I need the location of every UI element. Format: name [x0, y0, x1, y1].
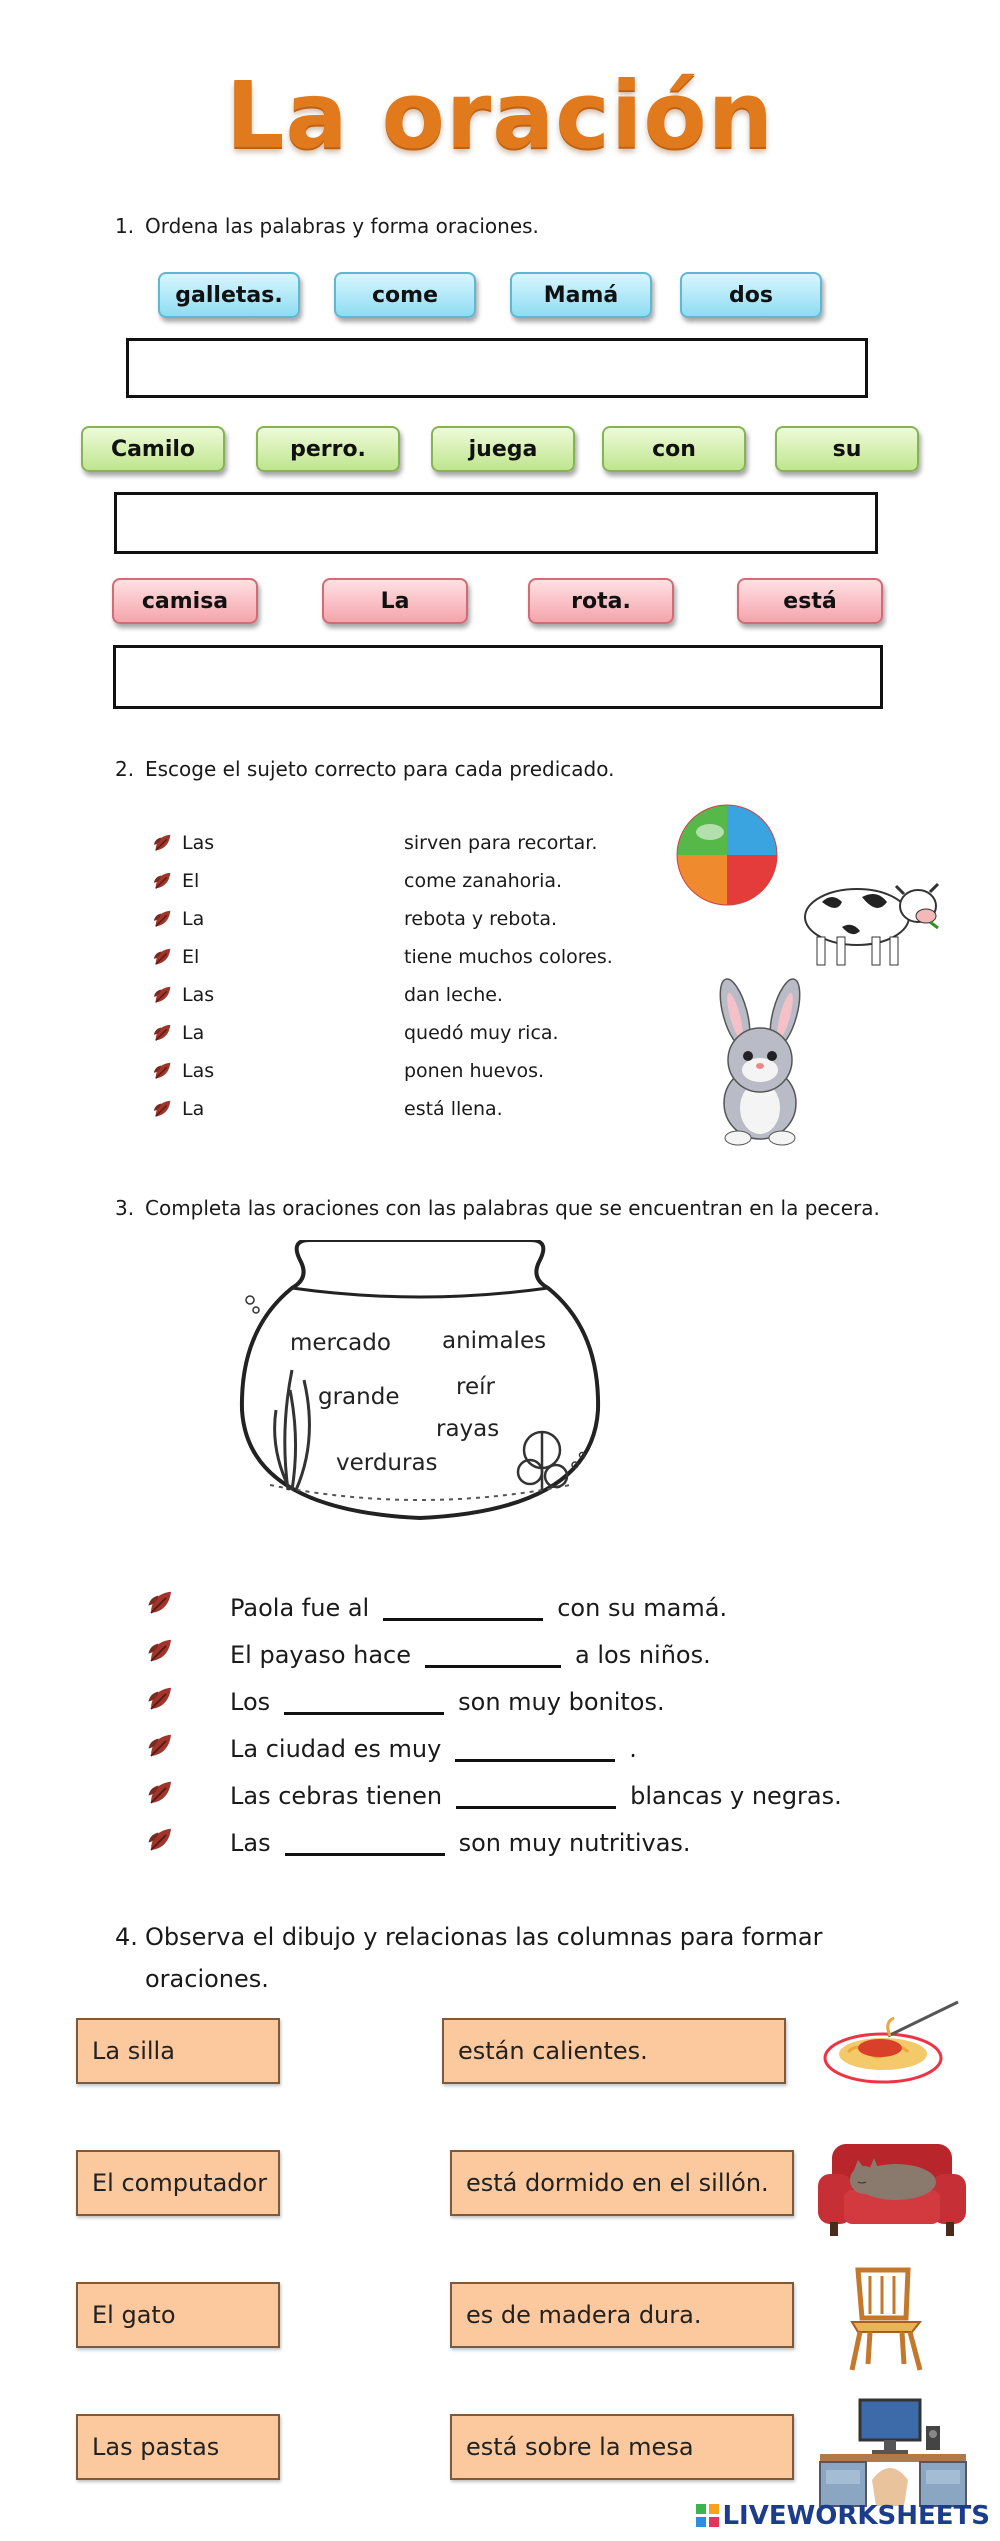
match-left-box[interactable]: El computador	[76, 2150, 280, 2216]
word-tile[interactable]: perro.	[256, 426, 400, 472]
answer-box-2[interactable]	[114, 492, 878, 554]
bowl-word: grande	[318, 1384, 400, 1410]
predicate-text[interactable]: sirven para recortar.	[404, 832, 598, 854]
word-tile[interactable]: está	[737, 578, 883, 624]
subjects-column	[152, 824, 392, 1128]
cat-armchair-image	[812, 2124, 972, 2244]
sentence-line	[230, 1632, 711, 1678]
blank-field[interactable]	[284, 1690, 444, 1715]
section2-instruction	[115, 757, 614, 781]
blank-field[interactable]	[383, 1596, 543, 1621]
liveworksheets-brand: LIVEWORKSHEETS	[722, 2501, 990, 2531]
word-tile[interactable]: Camilo	[81, 426, 225, 472]
bowl-word: animales	[442, 1328, 547, 1354]
word-tile[interactable]: rota.	[528, 578, 674, 624]
subject-text: Las	[182, 1060, 215, 1082]
cow-image	[792, 862, 942, 972]
leaf-bullet-icon	[152, 1060, 174, 1082]
leaf-bullet-icon	[152, 908, 174, 930]
sentence-after: son muy nutritivas.	[458, 1829, 691, 1857]
leaf-bullet-icon	[152, 870, 174, 892]
sentence-after: son muy bonitos.	[458, 1688, 665, 1716]
predicate-text[interactable]: tiene muchos colores.	[404, 946, 613, 968]
subject-text: El	[182, 946, 200, 968]
section4-instruction-line1: Observa el dibujo y relacionas las columnas para formar	[145, 1923, 823, 1951]
section1-instruction-text: Ordena las palabras y forma oraciones.	[145, 214, 539, 238]
subject-row[interactable]	[152, 976, 392, 1014]
pasta-image	[818, 1996, 968, 2096]
predicate-text[interactable]: quedó muy rica.	[404, 1022, 559, 1044]
predicate-text[interactable]: rebota y rebota.	[404, 908, 558, 930]
subject-row[interactable]	[152, 824, 392, 862]
bowl-word: reír	[456, 1374, 495, 1400]
blank-field[interactable]	[456, 1784, 616, 1809]
sentence-after: con su mamá.	[557, 1594, 728, 1622]
subject-text: Las	[182, 984, 215, 1006]
leaf-bullet-icon	[152, 1022, 174, 1044]
sentence-after: blancas y negras.	[630, 1782, 842, 1810]
sentence-before: La ciudad es muy	[230, 1735, 442, 1763]
word-tile[interactable]: come	[334, 272, 476, 318]
leaf-bullet-icon	[146, 1825, 176, 1855]
liveworksheets-logo-icon	[694, 2502, 722, 2530]
match-right-box[interactable]: es de madera dura.	[450, 2282, 794, 2348]
subject-text: La	[182, 908, 205, 930]
word-tile[interactable]: juega	[431, 426, 575, 472]
answer-box-3[interactable]	[113, 645, 883, 709]
leaf-bullet-icon	[146, 1684, 176, 1714]
leaf-bullet-icon	[146, 1636, 176, 1666]
leaf-bullet-icon	[146, 1588, 176, 1618]
leaf-bullet-icon	[152, 832, 174, 854]
sentence-line	[230, 1726, 637, 1772]
word-tile[interactable]: La	[322, 578, 468, 624]
fishbowl-image	[230, 1240, 610, 1530]
word-tile[interactable]: galletas.	[158, 272, 300, 318]
beach-ball-image	[672, 800, 782, 910]
section2-instruction-text: Escoge el sujeto correcto para cada predicado.	[145, 757, 615, 781]
section1-instruction	[115, 214, 539, 238]
word-tile[interactable]: dos	[680, 272, 822, 318]
answer-box-1[interactable]	[126, 338, 868, 398]
predicate-text[interactable]: come zanahoria.	[404, 870, 563, 892]
match-right-box[interactable]: está sobre la mesa	[450, 2414, 794, 2480]
bowl-word: rayas	[436, 1416, 500, 1442]
subject-text: La	[182, 1022, 205, 1044]
leaf-bullet-icon	[152, 1098, 174, 1120]
bowl-word: verduras	[336, 1450, 438, 1476]
page-title: La oración	[225, 62, 775, 169]
section2-number: 2.	[115, 757, 135, 781]
section4-instruction	[115, 1916, 822, 2000]
subject-text: Las	[182, 832, 215, 854]
predicate-text[interactable]: está llena.	[404, 1098, 503, 1120]
section1-number: 1.	[115, 214, 135, 238]
sentence-before: Las	[230, 1829, 271, 1857]
sentence-before: Las cebras tienen	[230, 1782, 443, 1810]
section3-instruction	[115, 1196, 880, 1220]
sentence-before: El payaso hace	[230, 1641, 412, 1669]
subject-row[interactable]	[152, 938, 392, 976]
desk-computer-image	[806, 2390, 976, 2510]
word-tile[interactable]: su	[775, 426, 919, 472]
section3-instruction-text: Completa las oraciones con las palabras que se encuentran en la pecera.	[145, 1196, 880, 1220]
word-tile[interactable]: camisa	[112, 578, 258, 624]
sentence-after: .	[629, 1735, 637, 1763]
section3-number: 3.	[115, 1196, 135, 1220]
subject-row[interactable]	[152, 1014, 392, 1052]
subject-text: La	[182, 1098, 205, 1120]
sentence-line	[230, 1679, 665, 1725]
sentence-line	[230, 1820, 691, 1866]
leaf-bullet-icon	[146, 1778, 176, 1808]
chair-image	[836, 2264, 936, 2374]
match-left-box[interactable]: La silla	[76, 2018, 280, 2084]
blank-field[interactable]	[285, 1831, 445, 1856]
section4-number: 4.	[115, 1923, 138, 1951]
subject-text: El	[182, 870, 200, 892]
liveworksheets-logo[interactable]	[694, 2501, 990, 2531]
section4-instruction-line2: oraciones.	[145, 1965, 269, 1993]
subject-row[interactable]	[152, 900, 392, 938]
word-tile[interactable]: Mamá	[510, 272, 652, 318]
blank-field[interactable]	[455, 1737, 615, 1762]
bowl-word: mercado	[290, 1330, 391, 1356]
leaf-bullet-icon	[152, 984, 174, 1006]
blank-field[interactable]	[425, 1643, 561, 1668]
sentence-line	[230, 1585, 727, 1631]
rabbit-image	[700, 978, 820, 1148]
leaf-bullet-icon	[152, 946, 174, 968]
sentence-before: Paola fue al	[230, 1594, 370, 1622]
match-right-box[interactable]: están calientes.	[442, 2018, 786, 2084]
subject-row[interactable]	[152, 1090, 392, 1128]
sentence-before: Los	[230, 1688, 271, 1716]
predicates-column	[404, 824, 684, 1128]
match-right-box[interactable]: está dormido en el sillón.	[450, 2150, 794, 2216]
match-left-box[interactable]: El gato	[76, 2282, 280, 2348]
match-left-box[interactable]: Las pastas	[76, 2414, 280, 2480]
subject-row[interactable]	[152, 1052, 392, 1090]
leaf-bullet-icon	[146, 1731, 176, 1761]
predicate-text[interactable]: ponen huevos.	[404, 1060, 545, 1082]
word-tile[interactable]: con	[602, 426, 746, 472]
predicate-text[interactable]: dan leche.	[404, 984, 503, 1006]
sentence-after: a los niños.	[575, 1641, 711, 1669]
subject-row[interactable]	[152, 862, 392, 900]
sentence-line	[230, 1773, 842, 1819]
